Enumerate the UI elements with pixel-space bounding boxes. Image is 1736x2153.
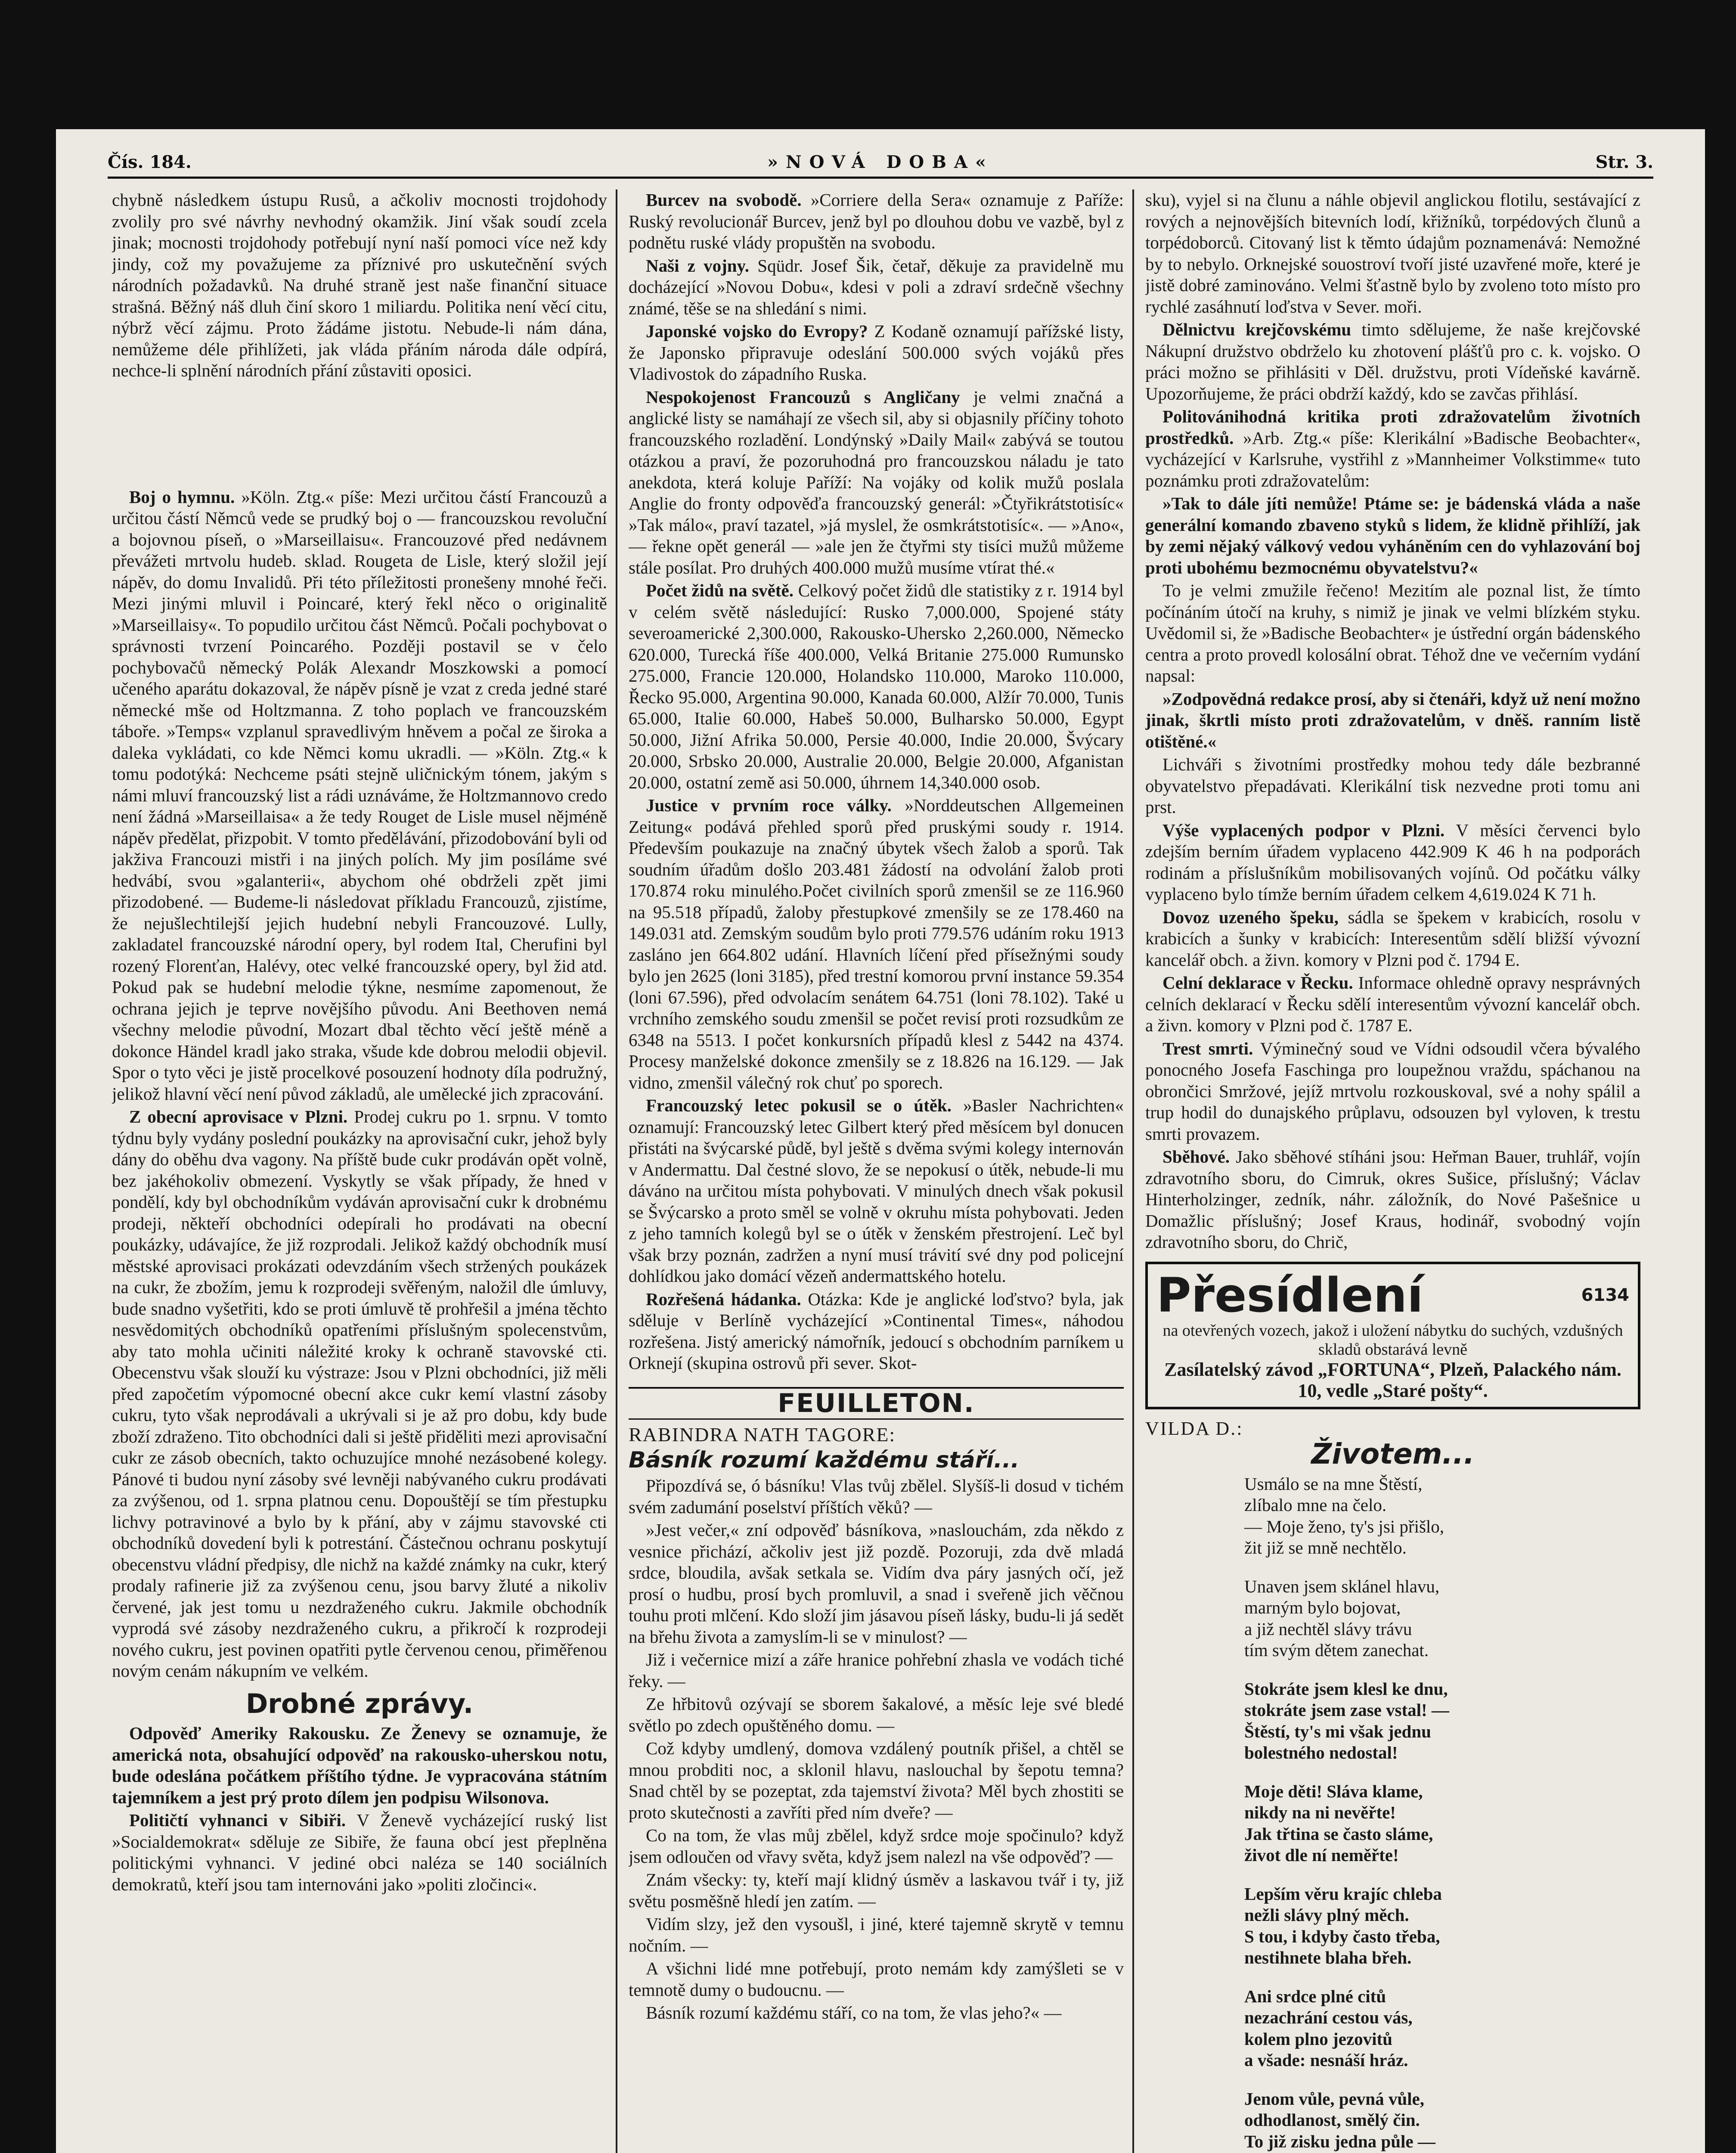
blank-space [112,383,607,487]
feuilleton-paragraph: Co na tom, že vlas můj zbělel, když srdce moje spočinulo? když jsem odloučen od vřavy světa, když jsem nalezl na vše odpověď? — [629,1825,1124,1867]
article-heading: Rozřešená hádanka. [646,1289,801,1309]
article-body: »Basler Nachrichten« oznamují: Francouzský letec Gilbert který před měsícem byl donucen přistáti na švýcarské půdě, byl ještě s dvěma svými kolegy internován v Andermattu. Dal čestné slovo, že se nepokusí o útěk, nebude-li mu dáváno na určitou místa pohybovati. V minulých dnech však pokusil se Švýcarsko a proto směl se volně v okruhu místa pohybovati. Jeden z jeho tamních kolegů byl se o útěk v ženském přestrojení. Leč byl však brzy poznán, zadržen a nyní musí trávití své dny pod policejní dohlídkou jako domácí vězeň andermattského hotelu. [629,1095,1124,1286]
poem-stanza [1244,2088,1640,2153]
ad-number: 6134 [1581,1285,1629,1305]
article-boj-o-hymnu [112,487,607,1105]
article-nasi-z-vojny [629,255,1124,320]
poem-line: kolem plno jezovitů [1244,2029,1392,2049]
feuilleton-paragraph: Připozdívá se, ó básníku! Vlas tvůj zbělel. Slyšíš-li dosud v tichém svém zadumání poselství příštích věků? — [629,1476,1124,1517]
feuilleton-paragraph: Vidím slzy, jež den vysoušl, i jiné, které tajemně skrytě v temnu nočním. — [629,1914,1124,1955]
feuilleton-paragraph: Což kdyby umdlený, domova vzdálený poutník přišel, a chtěl se mnou probditi noc, a sklonil hlavu, naslouchal by šepotu temna? Snad chtěl by se pozeptat, zda tajemství života? Měl bych zhostiti se proto skutečnosti a zavříti před ním dveře? — [629,1738,1124,1822]
ad-text: na otevřených vozech, jakož i uložení nábytku do suchých, vzdušných skladů obstarává levně [1162,1321,1623,1359]
poem-line: Jenom vůle, pevná vůle, [1244,2088,1424,2109]
article-obecni-aprovisace [112,1106,607,1682]
poem-line: bolestného nedostal! [1244,1743,1398,1762]
article-heading: Politovánihodná kritika proti zdražovatelům životních prostředků. [1145,406,1640,448]
poem-line: Ani srdce plné citů [1244,1986,1386,2006]
ad-title [1156,1269,1629,1321]
article-japonske-vojsko [629,321,1124,385]
poem-line: marným bylo bojovat, [1244,1598,1401,1617]
newspaper-title: »NOVÁ DOBA« [767,152,994,172]
poem-line: — Moje ženo, ty's jsi přišlo, [1244,1516,1445,1536]
feuilleton-paragraph: »Jest večer,« zní odpověď básníkova, »naslouchám, zda někdo z vesnice přichází, ačkoliv jest již pozdě. Pozoruji, zda dvě mladá srdce, bloudila, avšak setkala se. Vidím dva páry jasných očí, jež prosí o hudbu, prosí bych promluvil, a snad i sveřeně jich věčnou touhu proti mlčení. Kdo složí jim jásavou píseň lásky, budu-li já sedět na břehu života a zamyslím-li se v minulost? — [629,1520,1124,1647]
article-rozresena-hadanka [629,1289,1124,1374]
poem-stanza [1244,1883,1640,1969]
issue-number: Čís. 184. [108,152,192,172]
poem-stanza [1244,1576,1640,1661]
article-nespokojenost [629,387,1124,579]
article-heading: Burcev na svobodě. [646,190,802,210]
article-heading: Odpověď Ameriky Rakousku. [129,1723,370,1743]
poem-line: S tou, i kdyby často třeba, [1244,1926,1440,1946]
article-heading: Japonské vojsko do Evropy? [646,321,868,341]
article-vyse-podpor [1145,820,1640,905]
article-body: »Köln. Ztg.« píše: Mezi určitou částí Francouzů a určitou částí Němců vede se prudký boj o — francouzskou revoluční a bojovnou píseň, o »Marseillaisu«. Francouzové před nedávnem převážeti mrtvolu hudeb. sklad. Rougeta de Lisle, který složil její nápěv, do domu Invalidů. Při této příležitosti pronešeny mnohé řeči. Mezi jinými mluvil i Poincaré, který řekl něco o originalitě »Marseillaisy«. To popudilo určitou část Němců. Počali pochybovat o správnosti tvrzení Poincarého. Později postavil se v čelo pochybovačů německý Polák Alexandr Moszkowski a pomocí učeného aparátu dokazoval, že nápěv písně je vzat z creda jedné staré německé mše od Holtzmanna. Z toho poplach ve francouzském táboře. »Temps« vzplanul spravedlivým hněvem a počal ze široka a daleka vykládati, co kde Němci komu ukradli. — »Köln. Ztg.« k tomu podotýká: Nechceme psáti stejně uličnickým tónem, jakým s námi mluví francouzský list a rádi uznáváme, že Holtzmannovo credo není žádná »Marseillaisa« a že tedy Rouget de Lisle musel nějméně nápěv předělat, přizpobit. V tomto předělávání, přizodobování byli od jakživa Francouzi mistři i na jiných polích. My jim posíláme své hedvábí, svou »galanterii«, abychom ohé obdrželi zpět jimi přizodobené. — Budeme-li následovat příkladu Francouzů, zjistíme, že nejušlechtilejší jejich hudební nebyli Francouzové. Lully, zakladatel francouzské národní opery, byl rodem Ital, Cherufini byl rozený Florenťan, Halévy, otec velké francouzské opery, byl žid atd. Pokud pak se hudební melodie týkne, nesmíme zapomenout, že ochrana jejich je teprve novějšího původu. Ani Beethoven nemá všechny melodie původní, Mozart dbal těchto věcí ještě méně a dokonce Händel kradl jako straka, všude kde dobrou melodii objevil. Spor o tyto věci je jistě procelkové posouzení hodnoty díla podružný, jelikož hlavní věcí není původ základů, ale umělecké jich zpracování. [112,487,607,1104]
poem-line: Lepším věru krajíc chleba [1244,1883,1442,1904]
column-3 [1145,189,1640,2153]
article-body: Celkový počet židů dle statistiky z r. 1914 byl v celém světě následující: Rusko 7,000.000, Spojené státy severoamerické 2,300.000, Rakousko-Uhersko 2,260.000, Německo 620.000, Turecká říše 400.000, Velká Britanie 275.000 Rumunsko 275.000, Francie 120.000, Holandsko 110.000, Maroko 110.000, Řecko 95.000, Argentina 90.000, Kanada 60.000, Alžír 70.000, Tunis 65.000, Italie 60.000, Habeš 50.000, Bulharsko 50.000, Egypt 50.000, Jižní Afrika 50.000, Persie 40.000, Indie 20.000, Švýcary 20.000, Srbsko 20.000, Australie 20.000, Belgie 20.000, Afganistan 20.000, ostatní země asi 50.000, úhrnem 14,340.000 osob. [629,580,1124,792]
article-body: Z Kodaně oznamují pařížské listy, že Japonsko připravuje odeslání 500.000 svých vojáků přes Vladivostok do západního Ruska. [629,321,1124,384]
article-heading: Političtí vyhnanci v Sibiři. [129,1810,346,1830]
article-body: Sqüdr. Josef Šik, četař, děkuje za pravidelně mu docházející »Novou Dobu«, kdesi v poli a zdraví srdečně všechny známé, těše se na shledání s nimi. [629,255,1124,318]
poem-line: stokráte jsem zase vstal! — [1244,1700,1449,1720]
poem-author: VILDA D.: [1145,1418,1243,1439]
feuilleton-paragraph: Básník rozumí každému stáří, co na tom, že vlas jeho?« — [646,2003,1062,2023]
article-heading: Nespokojenost Francouzů s Angličany [646,387,960,407]
article-continuation: sku), vyjel si na člunu a náhle objevil anglickou flotilu, sestávající z rových a nejnovějších bitevních lodí, křižníků, torpédových člunů a torpédoborců. Citovaný list k těmto údajům poznamenává: Nemožné by to nebylo. Orknejské souostroví tvoří jisté uzavřené moře, které je jistě dobré zaminováno. Velmi šťastně bylo by zvoleno toto místo pro rychlé zasáhnutí loďstva v Sever. moři. [1145,190,1640,316]
article-body: V měsíci červenci bylo zdejším berním úřadem vyplaceno 442.909 K 46 h na podporách rodinám a příslušníkům mobilisovaných vojínů. Od počátku války vyplaceno bylo tímže berním úřadem celkem 4,619.024 K 71 h. [1145,820,1640,904]
column-rule-1 [616,189,617,2153]
poem-line: nikdy na ni nevěřte! [1244,1802,1396,1822]
article-heading: Z obecní aprovisace v Plzni. [129,1107,348,1126]
article-heading: Dovoz uzeného špeku, [1162,907,1339,927]
article-paragraph: Lichváři s životními prostředky mohou tedy dále bezbranné obyvatelstvo přepadávati. Klerikální tisk nezvedne proti tomu ani prst. [1145,754,1640,817]
poem-stanza [1244,1781,1640,1866]
article-body: Prodej cukru po 1. srpnu. V tomto týdnu byly vydány poslední poukázky na aprovisační cukr, jehož byly dány do oběhu dva vagony. Na příště bude cukr prodáván opět volně, bez jakéhokoliv obmezení. Vyskytly se však případy, že hned v pondělí, kdy byl obchodníkům vydáván aprovisační cukr k drobnému prodeji, někteří obchodníci odepírali ho prodávati na obecní poukázky, udávajíce, že již rozprodali. Jelikož každý obchodník musí městské aprovisaci prokázati odevzdáním všech stržených poukázek na cukr, že zbožím, jemu k rozprodeji svěřeným, naložil dle úmluvy, bude snadno vyšetřiti, kdo se proti úmluvě tě prohřešil a jména těchto nesvědomitých obchodníků opatřeními příslušným spolecenstvům, aby tato mohla učiniti náležité kroky k ochraně stavovské cti. Obecenstvu však slouží ku výstraze: Jsou v Plzni obchodníci, již měli před započetím výpomocné obecní akce cukr kemí vlastní zásoby cukru, tyto však neprodávali a ukrývali si je až pro dobu, kdy bude zboží zdraženo. Tito obchodníci dali si ještě přiděliti mezi aprovisační cukr ze zásob obecních, takto ochuzujíce mnohé nezásobené kolegy. Pánové ti budou nyní zásoby své levněji nabývaného cukru prodávati za zvýšenou, od 1. srpna platnou cenu. Dopouštějí se tím přestupku lichvy potravinové a bylo by k přání, aby v zájmu stavovské cti obchodníků dovedení byli k potrestání. Částečnou ochranu poskytují obecenstvu vládní předpisy, dle nichž na každé známky na cukr, který prodaly rafinerie již za zvýšenou cenu, jsou barvy žluté a nikoliv červené, jak jest tomu u nezdraženého cukru. Jakmile obchodník vyprodá své zásoby nezdraženého cukru, a přikročí k rozprodeji nového cukru, jest povinen opatřiti pytle červenou cenou, přiměřenou novým cenám nákupním ve velkém. [112,1107,607,1681]
article-delnictvu [1145,319,1640,404]
poem-line: nezachrání cestou vás, [1244,2007,1413,2027]
page-number: Str. 3. [1595,152,1653,172]
article-heading: Sběhové. [1162,1147,1230,1166]
feuilleton-subtitle: Básník rozumí každému stáří... [629,1447,1020,1473]
poem-line: Usmálo se na mne Štěstí, [1244,1474,1423,1494]
ad-firm: Zasílatelský závod „FORTUNA“, Plzeň, Palackého nám. 10, vedle „Staré pošty“. [1164,1359,1621,1401]
article-body: »Norddeutschen Allgemeinen Zeitung« podává přehled sporů před pruskými soudy r. 1914. Především poukazuje na značný úbytek všech žalob a sporů. Tak soudním úřadům došlo 203.481 žádostí na odvolání žalob proti 170.874 roku minulého.Počet civilních sporů zmenšil se ze 116.960 na 95.518 případů, žaloby přestupkové zmenšily se ze 178.460 na 149.031 atd. Zemským soudům bylo proti 779.576 udáním roku 1913 zasláno jen 664.802 udání. Hlavních líčení před přísežnými soudy bylo jen 2625 (loni 3185), před trestní komorou první instance 59.354 (loni 67.596), před odvolacím senátem 64.751 (loni 78.102). Také u vrchního zemského soudu zmenšil se počet revisí proti rozsudkům ze 6348 na 5513. I počet konkursních případů klesl z 5442 na 4374. Procesy manželské dokonce zmenšily se z 18.826 na 16.129. — Jak vidno, zmenšil válečný rok chuť po sporech. [629,795,1124,1092]
article-heading: Naši z vojny. [646,255,750,276]
article-heading: Boj o hymnu. [129,487,235,507]
poem-line: Jak třtina se často sláme, [1244,1824,1433,1844]
article-dovoz [1145,907,1640,971]
article-heading: Počet židů na světě. [646,580,794,600]
poem-line: Unaven jsem sklánel hlavu, [1244,1576,1440,1596]
article-politovanihodna [1145,406,1640,491]
column-1 [112,189,607,2153]
poem-stanza [1244,1474,1640,1559]
article-sbehove [1145,1146,1640,1253]
feuilleton-paragraph: Ze hřbitovů ozývají se sborem šakalové, a měsíc leje své bledé světlo po zdech opuštěného domu. — [629,1694,1124,1735]
poem-line: Štěstí, ty's mi však jednu [1244,1721,1431,1741]
article-heading: Francouzský letec pokusil se o útěk. [646,1095,952,1115]
article-body: Informace ohledně opravy nesprávných celních deklarací v Řecku sdělí interesentům vývozní kancelář obch. a živn. komory v Plzni pod č. 1787 E. [1145,973,1640,1035]
feuilleton-paragraph: A všichni lidé mne potřebují, proto nemám kdy zamýšleti se v temnotě dumy o budoucnu. — [629,1958,1124,2000]
article-body: V Ženevě vycházející ruský list »Socialdemokrat« sděluje ze Sibiře, že fauna obcí jest přeplněna politickými vyhnanci. V jediné obci naléza se 140 sociálních demokratů, kteří jsou tam internováni jako »politi zločinci«. [112,1810,607,1894]
article-quote: »Zodpovědná redakce prosí, aby si čtenáři, když už není možno jinak, škrtli místo proti zdražovatelům, v dněš. ranním listě otištěné.« [1145,689,1640,751]
column-rule-2 [1132,189,1134,2153]
article-body: timto sdělujeme, že naše krejčovské Nákupní družstvo obdrželo ku zhotovení plášťů pro c. k. vojsko. O práci možno se přihlásiti v Děl. družstvu, proti Vídeňské kavárně. Upozorňujeme, že práci obdrží každý, kdo se zavčas přihlásí. [1145,320,1640,403]
feuilleton-paragraph: Znám všecky: ty, kteří mají klidný úsměv a laskavou tvář i ty, již světu posměšně hledí jen zatím. — [629,1870,1124,1911]
article-celni [1145,972,1640,1036]
article-body: Výminečný soud ve Vídni odsoudil včera bývalého ponocného Josefa Faschinga pro loupežnou vraždu, spáchanou na obrončici Smržové, jejíž mrtvolu rozkouskoval, své a nohy spálil a trup hodil do dunajského průplavu, odsouzen byl vyloven, k trestu smrti provazem. [1145,1038,1640,1144]
article-quote: »Tak to dále jíti nemůže! Ptáme se: je bádenská vláda a naše generální komando zbaveno styků s lidem, že klidně přihlíží, jak by zemi nějaký válkový vedou vyháněním cen do vyhlazování boj proti ubohému bezmocnému obyvatelstvu?« [1145,493,1640,577]
poem-line: odhodlanost, smělý čin. [1244,2110,1420,2130]
article-body: Ze Ženevy se oznamuje, že americká nota, obsahující odpověď na rakousko-uherskou notu, bude odeslána počátkem příštího týdne. Je vypracována státním tajemníkem a jest prý proto dílem jen podpisu Wilsonova. [112,1723,607,1807]
article-burcev [629,189,1124,254]
poem-title: Životem... [1311,1437,1475,1470]
poem-line: zlíbalo mne na čelo. [1244,1495,1387,1515]
article-body: »Arb. Ztg.« píše: Klerikální »Badische Beobachter«, vycházející v Karlsruhe, vystřihl z »Mannheimer Volkstimme« tuto poznámku proti zdražovatelům: [1145,428,1640,490]
article-heading: Trest smrti. [1162,1038,1253,1058]
article-body: »Corriere della Sera« oznamuje z Paříže: Ruský revolucionář Burcev, jenž byl po dlouhou dobu ve vazbě, byl z podnětu ruské vlády propuštěn na svobodu. [629,190,1124,252]
article-odpoved-ameriky [112,1723,607,1808]
column-2 [629,189,1124,2153]
poem-line: žit již se mně nechtělo. [1244,1538,1407,1557]
feuilleton-paragraph: Již i večernice mizí a záře hranice pohřební zhasla ve vodách tiché řeky. — [629,1650,1124,1691]
page-header [108,142,1653,179]
poem-stanza [1244,1678,1640,1764]
poem-line: život dle ní neměřte! [1244,1845,1399,1865]
poem-line: nestihnete blaha břeh. [1244,1948,1412,1967]
feuilleton [629,1387,1124,2024]
article-francouzsky-letec [629,1095,1124,1287]
section-title-drobne-zpravy: Drobné zprávy. [245,1688,474,1719]
poem-line: Moje děti! Sláva klame, [1244,1781,1423,1801]
poem-line: To již zisku jedna půle — [1244,2131,1435,2151]
article-body: Otázka: Kde je anglické loďstvo? byla, jak sděluje v Berlíně vycházející »Continental Times«, náhodou rozřešena. Jistý americký námořník, jedoucí s obchodním parníkem u Orknejí (skupina ostrovů při sever. Skot- [629,1289,1124,1373]
article-body: je velmi značná a anglické listy se namáhají ze všech sil, aby si objasnily příčiny tohoto francouzského rozladění. Londýnský »Daily Mail« zabývá se toutou otázkou a praví, že pozoruhodná pro francouzskou náladu je tato anekdota, která koluje Paříží: Na vojáky od kolik mužů poslala Anglie do fronty odpověďa francouzský generál: »Čtyřikrátstotisíc« »Tak málo«, praví tazatel, »já myslel, že osmkrátstotisíc«. — »Ano«, — řekne opět generál — »ale jen že čtyřmi sty tisíci mužů můžeme stále posílat. Pro druhých 400.000 mužů musíme vtírat thé.« [629,387,1124,577]
article-heading: Výše vyplacených podpor v Plzni. [1162,820,1445,840]
feuilleton-title: FEUILLETON. [778,1388,975,1418]
newspaper-page [56,129,1705,2153]
article-trest-smrti [1145,1038,1640,1145]
article-justice [629,795,1124,1093]
poem [1145,1474,1640,2153]
article-body: sádla se špekem v krabicích, rosolu v krabicích a šunky v krabicích: Interesentům sdělí bližší vývozní kancelář obch. a živn. komory v Plzni pod č. 1794 E. [1145,907,1640,970]
ad-title-text: Přesídlení [1156,1267,1423,1323]
article-pocet-zidu [629,580,1124,793]
poem-line: tím svým dětem zanechat. [1244,1640,1429,1660]
feuilleton-author: RABINDRA NATH TAGORE: [629,1418,1124,1446]
poem-stanza [1244,1986,1640,2071]
poem-line: a všade: nesnáší hráz. [1244,2050,1408,2070]
article-body: Jako sběhové stíháni jsou: Heřman Bauer, truhlář, vojín zdravotního sboru, do Cimruk, okres Sušice, příslušný; Václav Hinterholzinger, zedník, náhr. záložník, do Nové Pašešnice u Domažlic příslušný; Josef Kraus, hodinář, svobodný vojín zdravotního sboru, do Chrič, [1145,1147,1640,1252]
poem-line: nežli slávy plný měch. [1244,1905,1409,1925]
article-continuation: chybně následkem ústupu Rusů, a ačkoliv mocnosti trojdohody zvolily pro své návrhy nevhodný okamžik. Jiní však soudí zcela jinak; mocnosti trojdohody potřebují nyní naší pomoci více než kdy jindy, což my považujeme za příznivé pro uskutečnění svých národních požadavků. Na druhé straně jest naše finanční situace strašná. Běžný náš dluh činí skoro 1 miliardu. Politika není věcí citu, nýbrž věcí zájmu. Proto žádáme jistotu. Nebude-li nám dána, nemůžeme déle přihlížeti, jak vláda přáním národa dále odpírá, nechce-li splnění národních přání zůstaviti oposici. [112,190,607,380]
poem-line: Stokráte jsem klesl ke dnu, [1244,1678,1448,1699]
article-politicti-vyhnanci [112,1810,607,1895]
poem-line: a již nechtěl slávy trávu [1244,1619,1412,1639]
article-heading: Justice v prvním roce války. [646,795,892,815]
article-paragraph: To je velmi zmužile řečeno! Mezitím ale poznal list, že tímto počínáním útočí na kruhy, s nimiž je jinak ve velmi blízkém styku. Uvědomil si, že »Badische Beobachter« je ústřední orgán bádenského centra a proto provedl kolosální obrat. Téhož dne ve večerním vydání napsal: [1145,580,1640,686]
advertisement-fortuna [1145,1262,1640,1409]
article-heading: Dělnictvu krejčovskému [1162,320,1352,339]
article-heading: Celní deklarace v Řecku. [1162,973,1353,993]
